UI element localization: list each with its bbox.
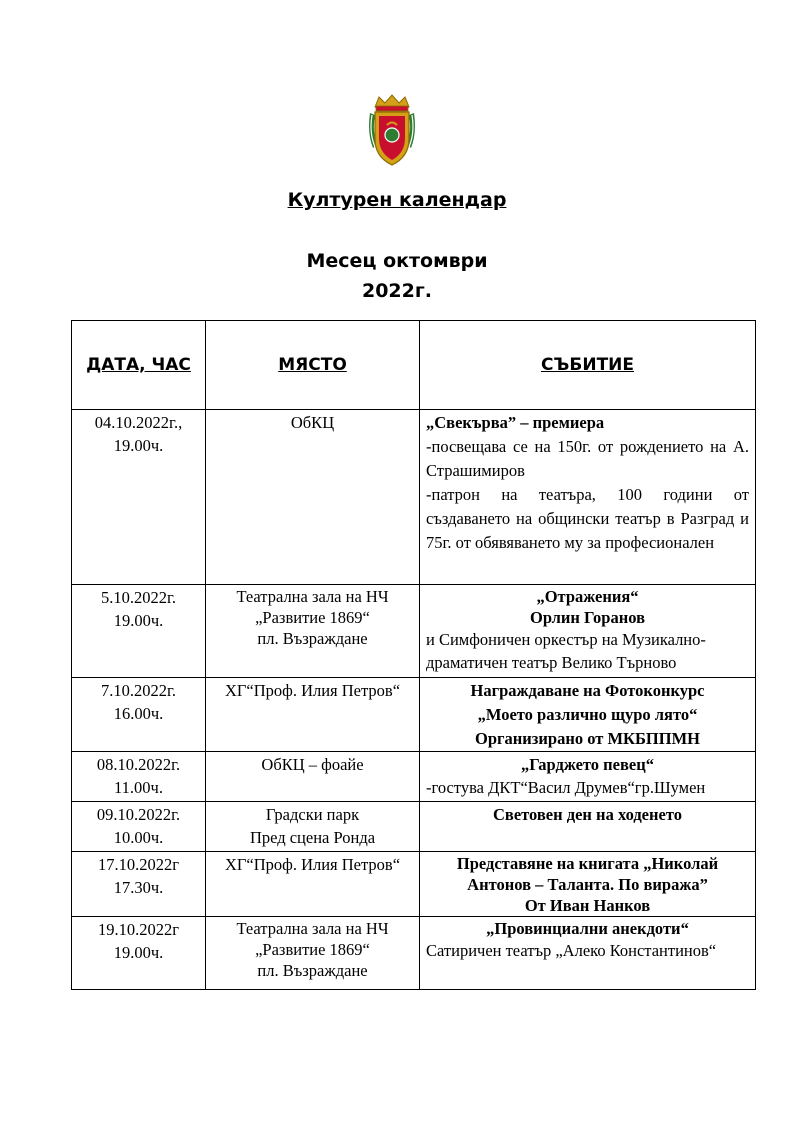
event-cell xyxy=(420,852,756,917)
event-line: Награждаване на Фотоконкурс xyxy=(470,681,705,700)
place-cell xyxy=(206,410,420,585)
table-header-row xyxy=(72,321,756,410)
place-text: „Развитие 1869“ xyxy=(255,608,370,627)
date-cell xyxy=(72,802,206,852)
date-cell xyxy=(72,752,206,802)
time-text: 19.00ч. xyxy=(113,436,164,455)
table-row xyxy=(72,802,756,852)
event-cell xyxy=(420,917,756,990)
event-line: Световен ден на ходенето xyxy=(493,805,682,824)
time-text: 17.30ч. xyxy=(113,878,164,897)
date-text: 7.10.2022г. xyxy=(100,681,177,700)
event-cell xyxy=(420,678,756,752)
place-text: пл. Възраждане xyxy=(257,629,368,648)
date-cell xyxy=(72,917,206,990)
event-performer: Орлин Горанов xyxy=(530,608,645,627)
table-row xyxy=(72,852,756,917)
column-header-event: СЪБИТИЕ xyxy=(420,321,756,410)
time-text: 19.00ч. xyxy=(113,611,164,630)
table-row xyxy=(72,410,756,585)
table-row xyxy=(72,752,756,802)
place-text: пл. Възраждане xyxy=(257,961,368,980)
place-text: Театрална зала на НЧ xyxy=(236,587,389,606)
place-text: Театрална зала на НЧ xyxy=(236,919,389,938)
event-cell xyxy=(420,585,756,678)
time-text: 19.00ч. xyxy=(113,943,164,962)
event-line: Представяне на книгата „Николай Антонов – Таланта. По виража” xyxy=(456,854,719,894)
page-title: Културен календар xyxy=(287,189,507,211)
event-title: „Провинциални анекдоти“ xyxy=(486,919,689,938)
date-text: 09.10.2022г. xyxy=(96,805,181,824)
table-row xyxy=(72,917,756,990)
event-cell xyxy=(420,802,756,852)
place-text: ХГ“Проф. Илия Петров“ xyxy=(224,855,401,874)
place-cell xyxy=(206,802,420,852)
date-text: 04.10.2022г., xyxy=(94,413,183,432)
place-cell xyxy=(206,852,420,917)
event-line: Организирано от МКБППМН xyxy=(475,729,700,748)
event-cell xyxy=(420,752,756,802)
column-header-date: ДАТА, ЧАС xyxy=(72,321,206,410)
table-row xyxy=(72,585,756,678)
date-cell xyxy=(72,852,206,917)
place-text: ОбКЦ – фоайе xyxy=(261,755,364,774)
event-line: От Иван Нанков xyxy=(524,896,651,915)
time-text: 10.00ч. xyxy=(113,828,164,847)
event-title: „Отражения“ xyxy=(536,587,639,606)
place-cell xyxy=(206,752,420,802)
event-description: Сатиричен театър „Алеко Константинов“ xyxy=(426,941,717,960)
place-cell xyxy=(206,678,420,752)
year-heading: 2022г. xyxy=(361,280,433,302)
column-header-place: МЯСТО xyxy=(206,321,420,410)
event-description: -патрон на театъра, 100 години от създаването на общински театър в Разград и 75г. от обявяването му за професионален xyxy=(426,485,749,552)
event-cell xyxy=(420,410,756,585)
date-text: 5.10.2022г. xyxy=(100,588,177,607)
place-text: Градски парк xyxy=(265,805,360,824)
month-heading: Месец октомври xyxy=(306,250,488,272)
place-cell xyxy=(206,585,420,678)
date-cell xyxy=(72,410,206,585)
event-description: и Симфоничен оркестър на Музикално-драматичен театър Велико Търново xyxy=(426,630,706,672)
time-text: 11.00ч. xyxy=(114,778,163,797)
event-description: -гостува ДКТ“Васил Друмев“гр.Шумен xyxy=(426,778,706,797)
place-text: ОбКЦ xyxy=(290,413,335,432)
municipality-crest-logo xyxy=(367,93,417,167)
events-table xyxy=(71,320,756,990)
place-text: „Развитие 1869“ xyxy=(255,940,370,959)
date-text: 17.10.2022г xyxy=(97,855,180,874)
place-text: ХГ“Проф. Илия Петров“ xyxy=(224,681,401,700)
date-text: 08.10.2022г. xyxy=(96,755,181,774)
date-text: 19.10.2022г xyxy=(97,920,180,939)
time-text: 16.00ч. xyxy=(113,704,164,723)
place-cell xyxy=(206,917,420,990)
event-title: „Гарджето певец“ xyxy=(520,755,654,774)
date-cell xyxy=(72,678,206,752)
table-row xyxy=(72,678,756,752)
place-text: Пред сцена Ронда xyxy=(249,828,376,847)
event-title: „Свекърва” – премиера xyxy=(426,413,605,432)
date-cell xyxy=(72,585,206,678)
event-description: -посвещава се на 150г. от рождението на А. Страшимиров xyxy=(426,437,749,480)
event-line: „Моето различно щуро лято“ xyxy=(477,705,698,724)
